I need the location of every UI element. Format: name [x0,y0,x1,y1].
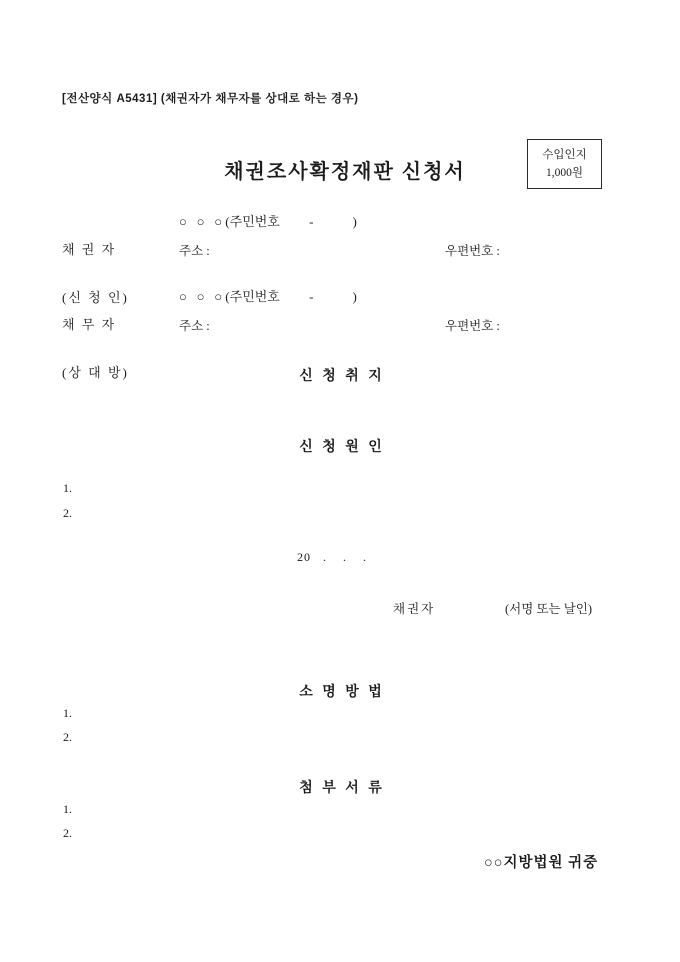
debtor-role-label [62,285,129,413]
stamp-label: 수입인지 [542,149,587,161]
proof-item-1: 1. [63,706,72,720]
section-header-purpose: 신 청 취 지 [299,369,385,384]
creditor-role-line2: (신 청 인) [62,290,129,305]
section-header-attachments: 첨 부 서 류 [299,781,385,796]
proof-item-2: 2. [63,730,72,744]
creditor-address-label: 주소 : [179,244,210,258]
creditor-postal-label: 우편번호 : [445,244,500,258]
attachment-item-1: 1. [63,802,72,816]
court-addressee-line: ○○지방법원 귀중 [484,855,599,871]
section-header-cause: 신 청 원 인 [299,440,385,455]
attachment-item-2: 2. [63,826,72,840]
page-title: 채권조사확정재판 신청서 [224,161,466,183]
debtor-postal-label: 우편번호 : [445,319,500,333]
date-line: 20 . . . [297,550,367,564]
debtor-role-line1: 채 무 자 [62,317,117,332]
creditor-role-line1: 채 권 자 [62,242,117,257]
creditor-name-line: ○ ○ ○ (주민번호 - ) [179,214,357,229]
cause-item-2: 2. [63,506,72,520]
debtor-role-line2: (상 대 방) [62,365,129,380]
cause-item-1: 1. [63,481,72,495]
stamp-amount: 1,000원 [546,167,583,179]
signature-party-label: 채권자 [393,602,436,616]
debtor-name-line: ○ ○ ○ (주민번호 - ) [179,289,357,304]
debtor-address-label: 주소 : [179,319,210,333]
form-code-line: [전산양식 A5431] (채권자가 채무자를 상대로 하는 경우) [62,93,359,105]
section-header-proof: 소 명 방 법 [299,685,385,700]
signature-note: (서명 또는 날인) [505,602,593,616]
